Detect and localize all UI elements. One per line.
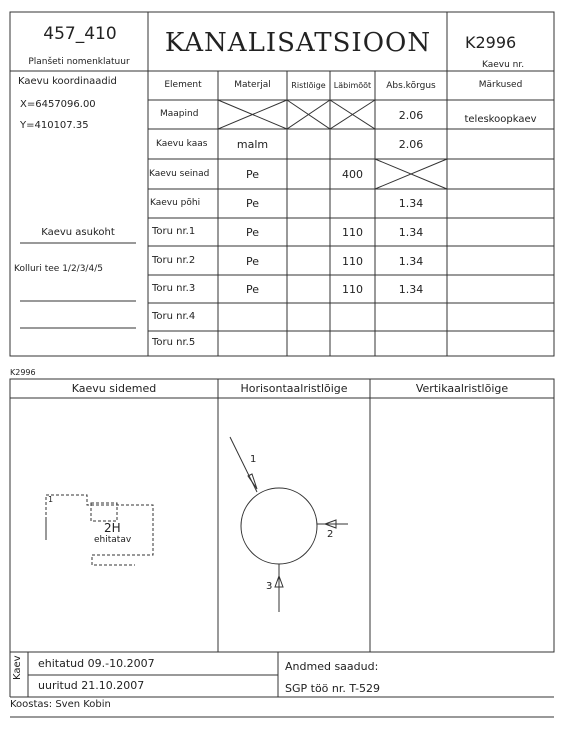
row-diameter: 110 [342, 255, 363, 268]
map-sheet-number: 457_410 [43, 24, 117, 44]
row-height: 1.34 [398, 283, 424, 296]
row-element: Toru nr.1 [152, 226, 196, 237]
surveyed-date: uuritud 21.10.2007 [38, 679, 145, 692]
row-diameter: 110 [342, 283, 363, 296]
col-header-notes: Märkused [478, 80, 523, 90]
sketch-status: ehitatav [94, 535, 132, 545]
col-header-element: Element [164, 80, 202, 90]
section-well-id: K2996 [10, 368, 36, 377]
row-element: Toru nr.2 [152, 255, 196, 266]
row-height: 1.34 [398, 226, 424, 239]
row-element: Kaevu põhi [150, 198, 201, 208]
row-material: Pe [245, 168, 259, 181]
well-number-label: Kaevu nr. [482, 60, 525, 70]
footer-side-label: Kaev [12, 655, 23, 680]
row-element: Kaevu seinad [149, 169, 210, 179]
row-height: 1.34 [398, 197, 424, 210]
coordinate-x: X=6457096.00 [20, 99, 96, 110]
row-element: Kaevu kaas [156, 139, 208, 149]
row-material: Pe [245, 283, 259, 296]
row-height: 2.06 [398, 138, 424, 151]
pipe-2-label: 2 [327, 529, 334, 540]
col-header-cross-section: Ristlõige [291, 81, 326, 90]
sketch-side-label: 1 [48, 495, 54, 504]
well-id: K2996 [465, 33, 517, 52]
col-header-material: Materjal [234, 80, 271, 90]
author: Koostas: Sven Kobin [10, 699, 111, 710]
coordinate-y: Y=410107.35 [20, 120, 89, 131]
row-diameter: 400 [342, 168, 363, 181]
pipe-1-label: 1 [250, 454, 257, 465]
document-title: KANALISATSIOON [164, 28, 432, 58]
section-connections-title: Kaevu sidemed [71, 382, 157, 395]
col-header-abs-height: Abs.kõrgus [386, 81, 436, 91]
map-sheet-label: Planšeti nomenklatuur [28, 57, 130, 67]
row-element: Toru nr.3 [152, 283, 196, 294]
row-material: malm [236, 138, 269, 151]
section-vertical-title: Vertikaalristlõige [415, 382, 509, 395]
data-source: SGP töö nr. T-529 [285, 682, 381, 695]
row-element: Maapind [160, 109, 199, 119]
row-notes: teleskoopkaev [464, 114, 537, 125]
row-element: Toru nr.5 [152, 337, 196, 348]
row-height: 2.06 [398, 109, 424, 122]
row-material: Pe [245, 255, 259, 268]
built-date: ehitatud 09.-10.2007 [38, 657, 155, 670]
coordinates-label: Kaevu koordinaadid [18, 76, 117, 87]
row-material: Pe [245, 197, 259, 210]
row-diameter: 110 [342, 226, 363, 239]
row-material: Pe [245, 226, 259, 239]
section-horizontal-title: Horisontaalristlõige [240, 382, 348, 395]
data-source-label: Andmed saadud: [285, 660, 379, 673]
row-height: 1.34 [398, 255, 424, 268]
sketch-code: 2H [104, 521, 121, 535]
col-header-diameter: Läbimõõt [333, 81, 372, 90]
pipe-3-label: 3 [266, 581, 273, 592]
row-element: Toru nr.4 [152, 311, 196, 322]
location-label: Kaevu asukoht [41, 227, 115, 238]
location-address: Kolluri tee 1/2/3/4/5 [14, 264, 103, 274]
